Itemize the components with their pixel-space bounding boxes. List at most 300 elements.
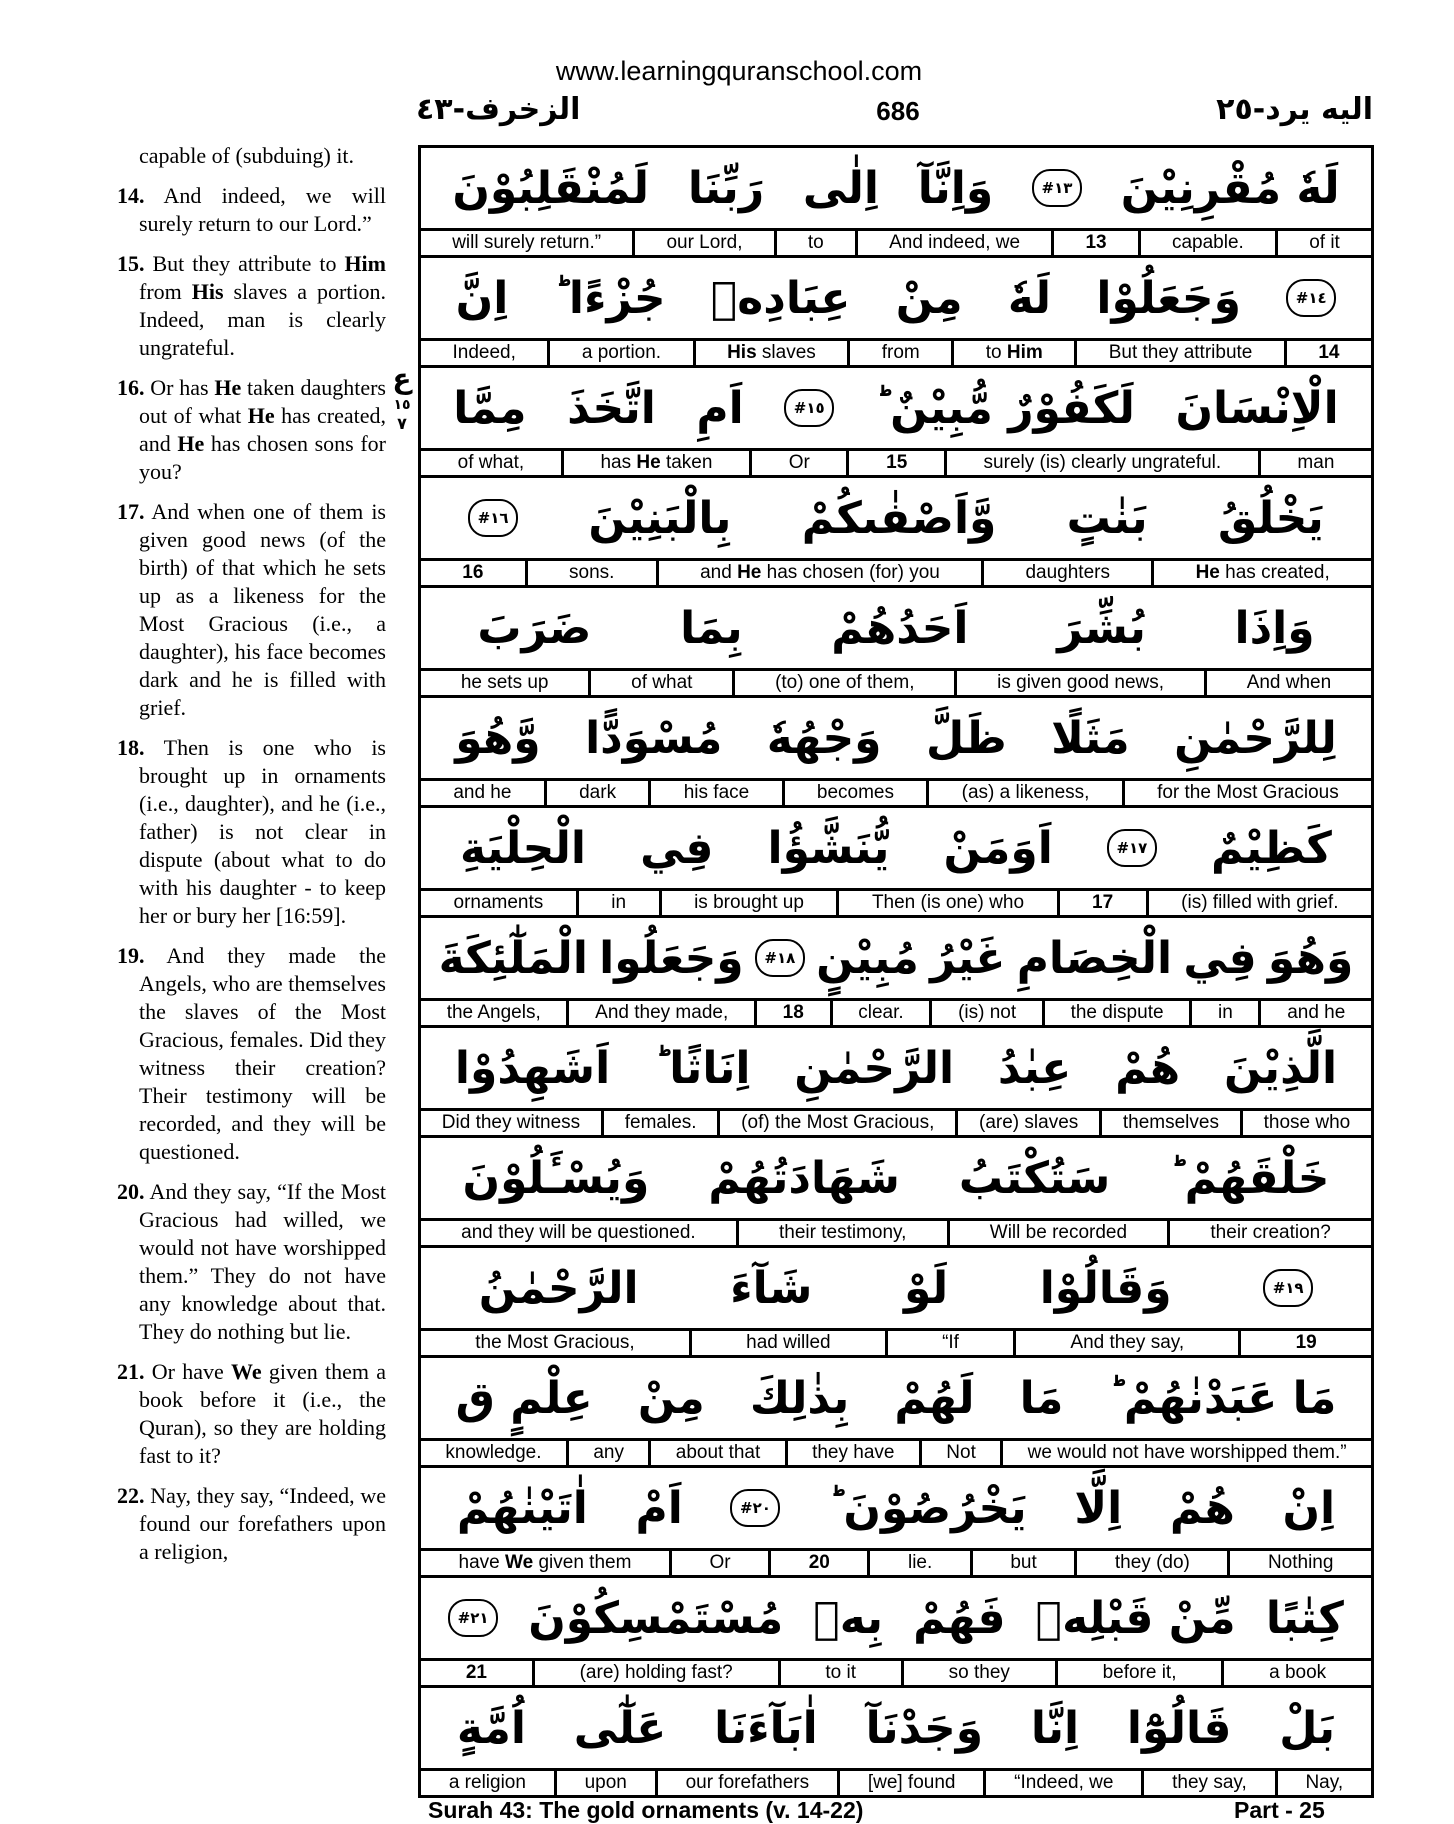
cell-text: becomes bbox=[816, 782, 894, 803]
english-cell bbox=[648, 1441, 784, 1465]
cell-text: a book bbox=[1269, 1662, 1327, 1683]
verse-end-marker: #١٥ bbox=[784, 389, 834, 427]
english-cell bbox=[1138, 231, 1275, 255]
arabic-word: وَيُسْـَٔلُوْنَ bbox=[462, 1152, 650, 1204]
english-cell bbox=[885, 1331, 1013, 1355]
arabic-word: اتَّخَذَ bbox=[567, 382, 656, 434]
arabic-word: لَوْ bbox=[904, 1262, 949, 1314]
verse-number: 22. bbox=[117, 1483, 145, 1508]
emphasized-text: He bbox=[214, 375, 242, 400]
emphasized-text: 14 bbox=[1318, 342, 1340, 363]
arabic-word: غَيْرُ bbox=[930, 932, 1006, 984]
arabic-word: مِنْ bbox=[637, 1372, 705, 1424]
arabic-word: سَتُكْتَبُ bbox=[958, 1152, 1111, 1204]
arabic-word: الْاِنْسَانَ bbox=[1175, 382, 1339, 434]
cell-text: any bbox=[593, 1442, 624, 1463]
english-row bbox=[421, 1328, 1371, 1355]
cell-text: knowledge. bbox=[445, 1442, 542, 1463]
verse-number: 16. bbox=[117, 375, 145, 400]
verse-end-marker: #١٤ bbox=[1286, 279, 1336, 317]
cell-text: And indeed, we bbox=[889, 232, 1021, 253]
footer-part: Part - 25 bbox=[1234, 1797, 1325, 1823]
english-cell bbox=[1167, 1221, 1371, 1245]
arabic-word: بَنٰتٍ bbox=[1066, 492, 1148, 544]
cell-text: surely (is) clearly ungrateful. bbox=[983, 452, 1222, 473]
cell-text: and they will be questioned. bbox=[461, 1222, 696, 1243]
english-cell bbox=[919, 1441, 1000, 1465]
cell-text: lie. bbox=[907, 1552, 933, 1573]
english-cell bbox=[1057, 891, 1146, 915]
footer-title: Surah 43: The gold ornaments (v. 14-22) bbox=[428, 1797, 864, 1823]
cell-text: but bbox=[1010, 1552, 1037, 1573]
translation-column bbox=[117, 142, 386, 1578]
arabic-row bbox=[421, 475, 1371, 558]
english-cell bbox=[1042, 1001, 1189, 1025]
english-cell bbox=[421, 1331, 689, 1355]
translation-paragraph bbox=[117, 250, 386, 362]
english-cell bbox=[421, 1661, 532, 1685]
emphasized-text: 19 bbox=[1295, 1332, 1317, 1353]
paragraph-text: But they attribute to bbox=[144, 251, 345, 276]
arabic-word: اِنَّ bbox=[455, 272, 509, 324]
cell-text: females. bbox=[624, 1112, 697, 1133]
english-cell bbox=[954, 671, 1204, 695]
arabic-word: الرَّحْمٰنِ bbox=[794, 1042, 955, 1094]
english-cell bbox=[736, 1221, 947, 1245]
english-cell bbox=[1122, 781, 1371, 805]
english-cell bbox=[421, 1221, 736, 1245]
arabic-word: بَلْ bbox=[1279, 1702, 1335, 1754]
english-cell bbox=[830, 1001, 930, 1025]
english-row bbox=[421, 668, 1371, 695]
arabic-row bbox=[421, 1575, 1371, 1658]
arabic-row bbox=[421, 805, 1371, 888]
cell-text: And when bbox=[1246, 672, 1332, 693]
emphasized-text: He bbox=[737, 562, 762, 583]
english-row bbox=[421, 1108, 1371, 1135]
english-row bbox=[421, 1658, 1371, 1685]
word-by-word-table bbox=[418, 145, 1374, 1798]
translation-paragraph bbox=[117, 374, 386, 486]
cell-text: But they attribute bbox=[1108, 342, 1253, 363]
arabic-word: عِبَادِهٖ bbox=[710, 272, 851, 324]
cell-text: their creation? bbox=[1210, 1222, 1331, 1243]
surah-name-header: الزخرف-٤٣ bbox=[416, 92, 581, 127]
english-cell bbox=[754, 1001, 830, 1025]
arabic-word: مِمَّا bbox=[453, 382, 527, 434]
arabic-word: بُشِّرَ bbox=[1057, 602, 1146, 654]
cell-text: a portion. bbox=[581, 342, 662, 363]
arabic-row bbox=[421, 915, 1371, 998]
paragraph-text: given them a book before it (i.e., the Quran), so they are holding fast to it? bbox=[139, 1359, 386, 1468]
arabic-word: اٰتَيْنٰهُمْ bbox=[456, 1482, 588, 1534]
cell-text: [we] found bbox=[867, 1772, 956, 1793]
cell-text: And they say, bbox=[1070, 1332, 1185, 1353]
paragraph-text: And when one of them is given good news (of the birth) of that which he sets up as a likeness for the Most Gracious (i.e., a daughter), his face becomes dark and he is filled with grief. bbox=[139, 499, 386, 720]
arabic-word: وَقَالُوْا bbox=[1039, 1262, 1172, 1314]
arabic-word: شَآءَ bbox=[730, 1262, 813, 1314]
english-cell bbox=[532, 1661, 778, 1685]
cell-text: is brought up bbox=[694, 892, 804, 913]
verse-end-marker: #١٦ bbox=[468, 499, 518, 537]
arabic-word: وَاِذَا bbox=[1234, 602, 1315, 654]
cell-text: (of) the Most Gracious, bbox=[741, 1112, 935, 1133]
cell-text: Then (is one) who bbox=[871, 892, 1025, 913]
arabic-word: فِي bbox=[640, 822, 714, 874]
english-cell bbox=[669, 1551, 768, 1575]
emphasized-text: He bbox=[636, 452, 661, 473]
cell-text: our Lord, bbox=[666, 232, 743, 253]
ruku-count: ٧ bbox=[397, 414, 407, 433]
paragraph-text: taken daughters out of what bbox=[139, 375, 386, 428]
english-cell bbox=[983, 1771, 1141, 1795]
english-cell bbox=[774, 231, 855, 255]
arabic-word: بِالْبَنِيْنَ bbox=[588, 492, 732, 544]
cell-text: and he bbox=[1287, 1002, 1346, 1023]
cell-text: And they made, bbox=[595, 1002, 729, 1023]
english-cell bbox=[525, 561, 656, 585]
cell-text: has created, bbox=[1219, 562, 1330, 583]
english-cell bbox=[836, 891, 1056, 915]
english-cell bbox=[693, 341, 848, 365]
cell-text: to bbox=[985, 342, 1007, 363]
english-cell bbox=[1221, 1661, 1371, 1685]
english-cell bbox=[566, 1001, 754, 1025]
verse-end-marker: #٢٠ bbox=[730, 1489, 780, 1527]
arabic-row bbox=[421, 148, 1371, 228]
arabic-word: لَهٗ مُقْرِنِيْنَ bbox=[1120, 162, 1340, 214]
english-row bbox=[421, 1438, 1371, 1465]
english-cell bbox=[1275, 1771, 1371, 1795]
arabic-word: اِلَّا bbox=[1074, 1482, 1123, 1534]
arabic-word: اِنَّا bbox=[1030, 1702, 1080, 1754]
emphasized-text: We bbox=[505, 1552, 534, 1573]
emphasized-text: 18 bbox=[782, 1002, 804, 1023]
cell-text: before it, bbox=[1102, 1662, 1177, 1683]
english-cell bbox=[648, 781, 781, 805]
arabic-word: اِلٰى bbox=[802, 162, 880, 214]
arabic-row bbox=[421, 365, 1371, 448]
arabic-word: مُبِيْنٍ bbox=[816, 932, 919, 984]
translation-paragraph bbox=[117, 942, 386, 1166]
cell-text: (is) filled with grief. bbox=[1181, 892, 1339, 913]
arabic-word: وَجَدْنَآ bbox=[865, 1702, 984, 1754]
paragraph-text: slaves a portion. Indeed, man is clearly ungrateful. bbox=[139, 279, 386, 360]
arabic-word: بِذٰلِكَ bbox=[749, 1372, 850, 1424]
arabic-word: اِنْ bbox=[1282, 1482, 1336, 1534]
ruku-letter: ع bbox=[392, 362, 412, 395]
cell-text: to it bbox=[825, 1662, 857, 1683]
verse-end-marker: #١٣ bbox=[1032, 169, 1082, 207]
english-cell bbox=[1051, 231, 1138, 255]
english-row bbox=[421, 998, 1371, 1025]
arabic-word: هُمْ bbox=[1115, 1042, 1181, 1094]
arabic-word: فِي bbox=[1183, 932, 1257, 984]
arabic-row bbox=[421, 1355, 1371, 1438]
arabic-word: الَّذِيْنَ bbox=[1223, 1042, 1338, 1094]
cell-text: in bbox=[611, 892, 627, 913]
emphasized-text: He bbox=[247, 403, 275, 428]
english-cell bbox=[855, 231, 1051, 255]
english-cell bbox=[1151, 561, 1371, 585]
emphasized-text: We bbox=[231, 1359, 262, 1384]
arabic-word: مَثَلًا bbox=[1051, 712, 1130, 764]
paragraph-text: Nay, they say, “Indeed, we found our forefathers upon a religion, bbox=[139, 1483, 386, 1564]
english-cell bbox=[955, 1111, 1099, 1135]
arabic-word: لِلرَّحْمٰنِ bbox=[1174, 712, 1337, 764]
cell-text: the dispute bbox=[1070, 1002, 1164, 1023]
arabic-word: لَمُنْقَلِبُوْنَ bbox=[452, 162, 650, 214]
cell-text: Did they witness bbox=[441, 1112, 581, 1133]
arabic-word: خَلْقَهُمْ ؕ bbox=[1169, 1152, 1330, 1204]
english-row bbox=[421, 338, 1371, 365]
arabic-word: اِنَاثًا ؕ bbox=[653, 1042, 751, 1094]
cell-text: they have bbox=[812, 1442, 895, 1463]
arabic-word: وَجَعَلُوْا bbox=[1096, 272, 1241, 324]
arabic-word: الْخِصَامِ bbox=[1016, 932, 1173, 984]
english-cell bbox=[837, 1771, 983, 1795]
arabic-word: اٰبَآءَنَا bbox=[714, 1702, 818, 1754]
cell-text: of what bbox=[631, 672, 693, 693]
english-cell bbox=[749, 451, 846, 475]
cell-text: from bbox=[881, 342, 920, 363]
arabic-word: مَا عَبَدْنٰهُمْ ؕ bbox=[1108, 1372, 1337, 1424]
emphasized-text: 15 bbox=[886, 452, 908, 473]
arabic-word: بِمَا bbox=[680, 602, 743, 654]
arabic-word: لَهٗ bbox=[1007, 272, 1052, 324]
arabic-word: الرَّحْمٰنُ bbox=[478, 1262, 639, 1314]
english-cell bbox=[944, 451, 1258, 475]
ruku-number: ١٥ bbox=[393, 397, 411, 413]
arabic-row bbox=[421, 695, 1371, 778]
english-cell bbox=[421, 451, 561, 475]
cell-text: upon bbox=[584, 1772, 627, 1793]
arabic-word: ظَلَّ bbox=[925, 712, 1007, 764]
english-cell bbox=[1074, 1551, 1227, 1575]
translation-paragraph bbox=[117, 734, 386, 930]
emphasized-text: 17 bbox=[1092, 892, 1114, 913]
english-cell bbox=[689, 1331, 885, 1355]
arabic-word: عَلٰٓى bbox=[573, 1702, 667, 1754]
cell-text: sons. bbox=[569, 562, 615, 583]
verse-number: 15. bbox=[117, 251, 145, 276]
arabic-word: وَاِنَّآ bbox=[917, 162, 994, 214]
emphasized-text: His bbox=[727, 342, 757, 363]
cell-text: “If bbox=[942, 1332, 959, 1353]
arabic-word: وَّهُوَ bbox=[455, 712, 541, 764]
cell-text: and he bbox=[453, 782, 512, 803]
paragraph-text: Then is one who is brought up in ornaments (i.e., daughter), and he (i.e., father) is not clear in dispute (about what to do with his daughter - to keep her or bury her [16:59]. bbox=[139, 735, 386, 928]
arabic-word: الْحِلْيَةِ bbox=[460, 822, 586, 874]
english-cell bbox=[782, 781, 927, 805]
verse-number: 14. bbox=[117, 183, 145, 208]
emphasized-text: Him bbox=[344, 251, 386, 276]
arabic-word: يُّنَشَّؤُا bbox=[767, 822, 890, 874]
verse-number: 17. bbox=[117, 499, 145, 524]
cell-text: has chosen (for) you bbox=[761, 562, 940, 583]
cell-text: themselves bbox=[1122, 1112, 1219, 1133]
english-cell bbox=[1013, 1331, 1238, 1355]
paragraph-text: And they say, “If the Most Gracious had willed, we would not have worshipped them.” They do not have any knowledge about that. They do nothing but lie. bbox=[139, 1179, 386, 1344]
paragraph-text: And indeed, we will surely return to our Lord.” bbox=[139, 183, 386, 236]
english-row bbox=[421, 448, 1371, 475]
cell-text: our forefathers bbox=[685, 1772, 810, 1793]
arabic-word: لَكَفُوْرٌ مُّبِيْنٌ ؕ bbox=[874, 382, 1135, 434]
english-cell bbox=[421, 671, 588, 695]
english-cell bbox=[632, 231, 773, 255]
cell-text: “Indeed, we bbox=[1014, 1772, 1114, 1793]
english-row bbox=[421, 888, 1371, 915]
arabic-word: جُزْءًا ؕ bbox=[553, 272, 666, 324]
arabic-word: عِبٰدُ bbox=[997, 1042, 1072, 1094]
cell-text: the Most Gracious, bbox=[475, 1332, 635, 1353]
cell-text: to bbox=[807, 232, 824, 253]
arabic-word: مَا bbox=[1019, 1372, 1064, 1424]
arabic-row bbox=[421, 1685, 1371, 1768]
english-cell bbox=[926, 781, 1121, 805]
arabic-word: اَمْ bbox=[635, 1482, 683, 1534]
cell-text: slaves bbox=[756, 342, 816, 363]
english-cell bbox=[655, 1771, 837, 1795]
cell-text: given them bbox=[533, 1552, 632, 1573]
english-row bbox=[421, 1218, 1371, 1245]
arabic-word: فَهُمْ bbox=[913, 1592, 1006, 1644]
english-cell bbox=[1227, 1551, 1371, 1575]
english-cell bbox=[421, 341, 547, 365]
emphasized-text: 16 bbox=[462, 562, 484, 583]
translation-paragraph bbox=[117, 142, 386, 170]
verse-end-marker: #١٧ bbox=[1107, 829, 1157, 867]
emphasized-text: 13 bbox=[1085, 232, 1107, 253]
arabic-word: هُمْ bbox=[1169, 1482, 1235, 1534]
english-cell bbox=[547, 341, 692, 365]
arabic-row bbox=[421, 1025, 1371, 1108]
arabic-word: وَجْهُهٗ bbox=[766, 712, 882, 764]
english-cell bbox=[778, 1661, 901, 1685]
cell-text: have bbox=[458, 1552, 506, 1573]
website-url: www.learningquranschool.com bbox=[555, 56, 923, 86]
english-cell bbox=[421, 1111, 601, 1135]
cell-text: capable. bbox=[1171, 232, 1244, 253]
verse-number: 20. bbox=[117, 1179, 145, 1204]
emphasized-text: 20 bbox=[808, 1552, 830, 1573]
english-cell bbox=[421, 561, 525, 585]
cell-text: for the Most Gracious bbox=[1157, 782, 1339, 803]
cell-text: (is) not bbox=[958, 1002, 1017, 1023]
cell-text: they (do) bbox=[1114, 1552, 1190, 1573]
cell-text: man bbox=[1297, 452, 1335, 473]
translation-paragraph bbox=[117, 1358, 386, 1470]
arabic-row bbox=[421, 585, 1371, 668]
english-cell bbox=[659, 891, 837, 915]
translation-paragraph bbox=[117, 498, 386, 722]
arabic-word: عِلْمٍ ق bbox=[455, 1372, 593, 1424]
arabic-word: رَبِّنَا bbox=[687, 162, 765, 214]
english-cell bbox=[1000, 1441, 1371, 1465]
verse-number: 18. bbox=[117, 735, 145, 760]
arabic-word: لَهُمْ bbox=[894, 1372, 975, 1424]
cell-text: we would not have worshipped them.” bbox=[1027, 1442, 1347, 1463]
english-cell bbox=[847, 341, 951, 365]
english-cell bbox=[947, 1221, 1168, 1245]
arabic-word: اُمَّةٍ bbox=[456, 1702, 526, 1754]
arabic-word: وَّاَصْفٰىكُمْ bbox=[801, 492, 997, 544]
paragraph-text: And they made the Angels, who are themselves the slaves of the Most Gracious, females. Did they witness their creation? Their testimony will be recorded, and they will be questioned. bbox=[139, 943, 386, 1164]
english-cell bbox=[785, 1441, 919, 1465]
ruku-marker bbox=[388, 362, 416, 434]
cell-text: had willed bbox=[746, 1332, 831, 1353]
english-cell bbox=[1240, 1111, 1371, 1135]
verse-end-marker: #١٨ bbox=[755, 939, 805, 977]
english-cell bbox=[1258, 1001, 1371, 1025]
paragraph-text: capable of (subduing) it. bbox=[139, 143, 355, 168]
english-cell bbox=[981, 561, 1151, 585]
english-cell bbox=[1284, 341, 1371, 365]
english-cell bbox=[1238, 1331, 1371, 1355]
english-cell bbox=[544, 781, 649, 805]
english-cell bbox=[1275, 231, 1371, 255]
paragraph-text: from bbox=[139, 279, 192, 304]
verse-number: 21. bbox=[117, 1359, 145, 1384]
emphasized-text: He bbox=[177, 431, 205, 456]
arabic-word: اَوَمَنْ bbox=[943, 822, 1053, 874]
arabic-word: يَخْلُقُ bbox=[1217, 492, 1324, 544]
arabic-word: ضَرَبَ bbox=[477, 602, 592, 654]
cell-text: those who bbox=[1263, 1112, 1351, 1133]
english-cell bbox=[1099, 1111, 1240, 1135]
cell-text: Nay, bbox=[1305, 1772, 1344, 1793]
paragraph-text: Or has bbox=[144, 375, 215, 400]
english-cell bbox=[867, 1551, 969, 1575]
english-cell bbox=[901, 1661, 1055, 1685]
english-cell bbox=[566, 1441, 648, 1465]
english-cell bbox=[601, 1111, 717, 1135]
emphasized-text: Him bbox=[1006, 342, 1043, 363]
english-row bbox=[421, 1768, 1371, 1795]
page-number: 686 bbox=[876, 96, 920, 126]
verse-number: 19. bbox=[117, 943, 145, 968]
cell-text: their testimony, bbox=[779, 1222, 907, 1243]
arabic-word: مِنْ bbox=[895, 272, 963, 324]
cell-text: Or bbox=[709, 1552, 731, 1573]
cell-text: a religion bbox=[448, 1772, 526, 1793]
emphasized-text: He bbox=[1195, 562, 1220, 583]
cell-text: (as) a likeness, bbox=[961, 782, 1090, 803]
english-cell bbox=[717, 1111, 955, 1135]
arabic-word: وَجَعَلُوا bbox=[599, 932, 744, 984]
cell-text: clear. bbox=[858, 1002, 904, 1023]
verse-end-marker: #٢١ bbox=[448, 1599, 498, 1637]
arabic-word: مِّنْ قَبْلِهٖ bbox=[1035, 1592, 1236, 1644]
cell-text: (to) one of them, bbox=[775, 672, 915, 693]
cell-text: Indeed, bbox=[452, 342, 516, 363]
english-cell bbox=[421, 1441, 566, 1465]
part-name-header: اليه يرد-٢٥ bbox=[1216, 92, 1373, 127]
cell-text: (are) slaves bbox=[979, 1112, 1079, 1133]
english-cell bbox=[656, 561, 981, 585]
cell-text: his face bbox=[683, 782, 750, 803]
cell-text: has bbox=[600, 452, 637, 473]
cell-text: Nothing bbox=[1267, 1552, 1334, 1573]
english-cell bbox=[561, 451, 749, 475]
cell-text: of it bbox=[1309, 232, 1340, 253]
cell-text: taken bbox=[660, 452, 713, 473]
english-cell bbox=[1055, 1661, 1222, 1685]
arabic-word: اَمِ bbox=[696, 382, 744, 434]
arabic-row bbox=[421, 1245, 1371, 1328]
cell-text: will surely return.” bbox=[452, 232, 602, 253]
translation-paragraph bbox=[117, 182, 386, 238]
